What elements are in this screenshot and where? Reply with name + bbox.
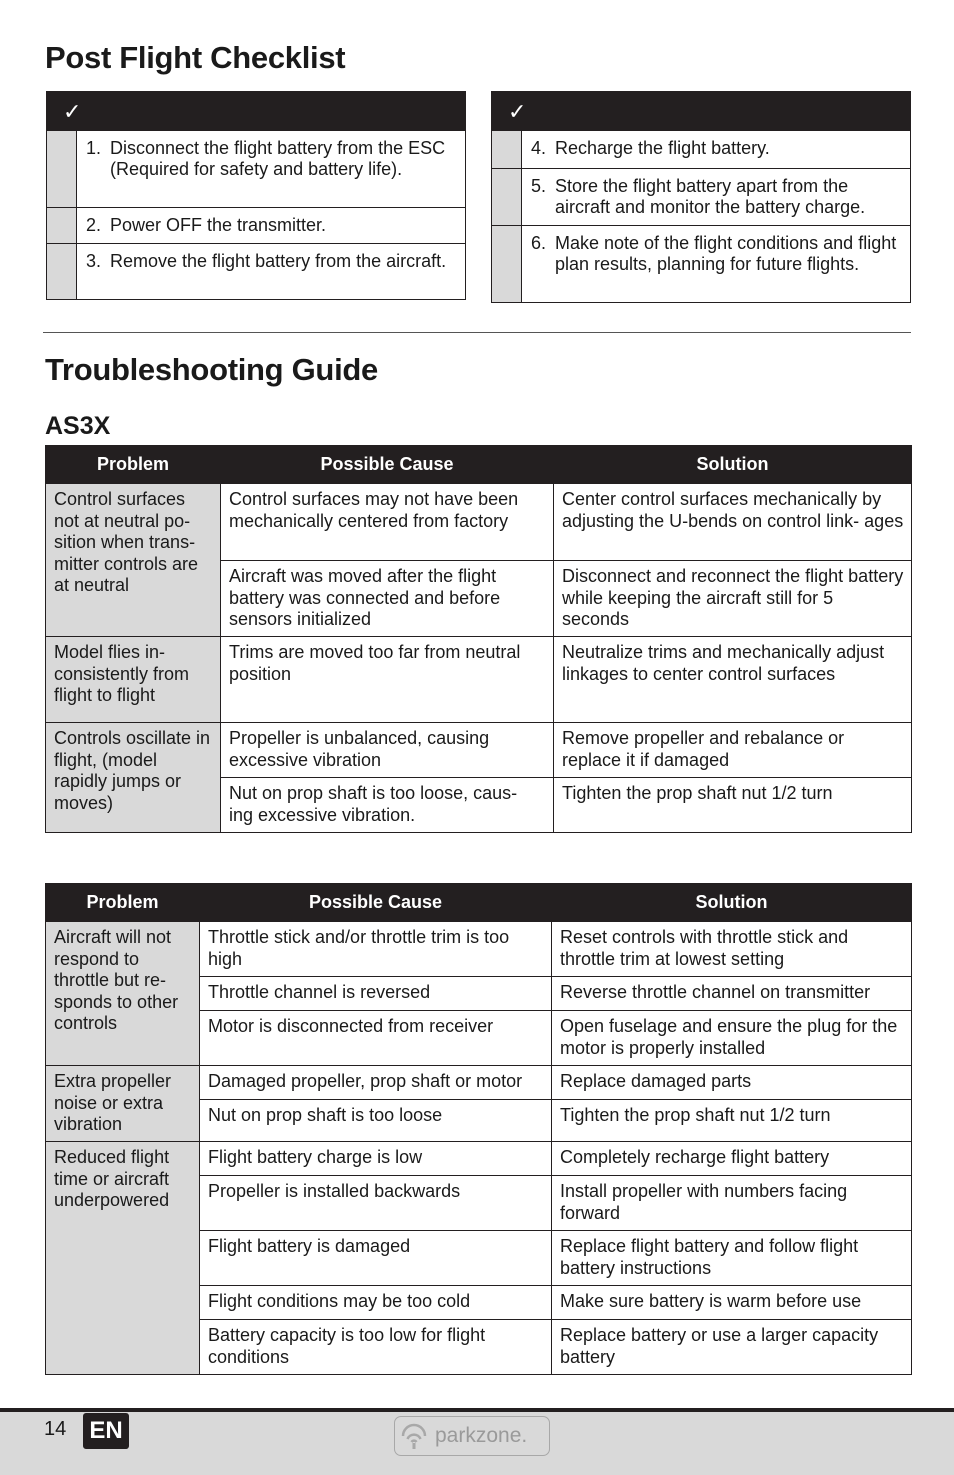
solution-cell: Completely recharge flight battery — [552, 1142, 912, 1176]
problem-cell: Aircraft will not respond to throttle but re- sponds to other controls — [46, 922, 200, 1066]
item-number: 2. — [86, 215, 102, 235]
page-number: 14 — [44, 1418, 67, 1440]
item-number: 4. — [531, 138, 547, 158]
item-number: 3. — [86, 251, 102, 271]
checklist-item: Disconnect the flight battery from the ESC (Required for safety and battery life). — [110, 138, 446, 179]
problem-cell: Controls oscillate in flight, (model rapidly jumps or moves) — [46, 723, 221, 833]
checklist-left — [46, 91, 466, 300]
cause-cell: Trims are moved too far from neutral position — [221, 637, 554, 723]
solution-cell: Reverse throttle channel on transmitter — [552, 977, 912, 1011]
table-row — [46, 1066, 912, 1100]
item-number: 5. — [531, 176, 547, 196]
problem-cell: Reduced flight time or aircraft underpowered — [46, 1142, 200, 1375]
solution-cell: Disconnect and reconnect the flight battery while keeping the aircraft still for 5 seconds — [554, 561, 912, 637]
solution-cell: Replace flight battery and follow flight battery instructions — [552, 1231, 912, 1286]
solution-cell: Tighten the prop shaft nut 1/2 turn — [554, 778, 912, 833]
section-divider — [43, 332, 911, 333]
cause-cell: Control surfaces may not have been mechanically centered from factory — [221, 484, 554, 561]
cause-cell: Motor is disconnected from receiver — [200, 1011, 552, 1066]
problem-cell: Model flies in- consistently from flight to flight — [46, 637, 221, 723]
item-number: 6. — [531, 233, 547, 253]
cause-cell: Aircraft was moved after the flight battery was connected and before sensors initialized — [221, 561, 554, 637]
checklist-item: Recharge the flight battery. — [555, 138, 770, 158]
header-solution: Solution — [552, 884, 912, 922]
cause-cell: Propeller is unbalanced, causing excessive vibration — [221, 723, 554, 778]
solution-cell: Remove propeller and rebalance or replace it if damaged — [554, 723, 912, 778]
table-row — [46, 1142, 912, 1176]
header-problem: Problem — [46, 884, 200, 922]
brand-logo — [394, 1416, 550, 1456]
solution-cell: Neutralize trims and mechanically adjust linkages to center control surfaces — [554, 637, 912, 723]
checklist-item: Store the flight battery apart from the aircraft and monitor the battery charge. — [555, 176, 866, 217]
cause-cell: Damaged propeller, prop shaft or motor — [200, 1066, 552, 1100]
checkbox[interactable] — [492, 131, 522, 169]
language-badge: EN — [83, 1413, 129, 1449]
header-cause: Possible Cause — [200, 884, 552, 922]
solution-cell: Make sure battery is warm before use — [552, 1286, 912, 1320]
solution-cell: Install propeller with numbers facing forward — [552, 1176, 912, 1231]
item-number: 1. — [86, 138, 102, 158]
cause-cell: Flight conditions may be too cold — [200, 1286, 552, 1320]
brand-name: parkzone. — [435, 1424, 528, 1447]
table-row — [46, 922, 912, 977]
solution-cell: Replace battery or use a larger capacity battery — [552, 1320, 912, 1375]
table-row — [46, 723, 912, 778]
checkbox[interactable] — [47, 131, 77, 208]
cause-cell: Nut on prop shaft is too loose, caus- ing excessive vibration. — [221, 778, 554, 833]
header-cause: Possible Cause — [221, 446, 554, 484]
solution-cell: Tighten the prop shaft nut 1/2 turn — [552, 1100, 912, 1142]
checkbox[interactable] — [47, 208, 77, 244]
cause-cell: Flight battery charge is low — [200, 1142, 552, 1176]
solution-cell: Center control surfaces mechanically by adjusting the U-bends on control link- ages — [554, 484, 912, 561]
table-row — [46, 484, 912, 561]
cause-cell: Flight battery is damaged — [200, 1231, 552, 1286]
wifi-logo-icon — [399, 1421, 429, 1451]
solution-cell: Replace damaged parts — [552, 1066, 912, 1100]
checklist-item: Power OFF the transmitter. — [110, 215, 327, 235]
checkbox[interactable] — [47, 244, 77, 300]
cause-cell: Battery capacity is too low for flight conditions — [200, 1320, 552, 1375]
cause-cell: Throttle channel is reversed — [200, 977, 552, 1011]
solution-cell: Reset controls with throttle stick and throttle trim at lowest setting — [552, 922, 912, 977]
post-flight-title: Post Flight Checklist — [45, 40, 346, 75]
table-row — [46, 637, 912, 723]
troubleshooting-title: Troubleshooting Guide — [45, 352, 378, 387]
solution-cell: Open fuselage and ensure the plug for the motor is properly installed — [552, 1011, 912, 1066]
checklist-item: Make note of the flight conditions and flight plan results, planning for future flights. — [555, 233, 897, 274]
as3x-troubleshooting-table — [45, 445, 912, 833]
problem-cell: Control surfaces not at neutral po- sition when trans- mitter controls are at neutral — [46, 484, 221, 637]
header-problem: Problem — [46, 446, 221, 484]
general-troubleshooting-table — [45, 883, 912, 1375]
checkbox[interactable] — [492, 226, 522, 303]
cause-cell: Propeller is installed backwards — [200, 1176, 552, 1231]
header-solution: Solution — [554, 446, 912, 484]
cause-cell: Nut on prop shaft is too loose — [200, 1100, 552, 1142]
problem-cell: Extra propeller noise or extra vibration — [46, 1066, 200, 1142]
as3x-title: AS3X — [45, 412, 111, 440]
cause-cell: Throttle stick and/or throttle trim is too high — [200, 922, 552, 977]
checkbox[interactable] — [492, 169, 522, 226]
checklist-item: Remove the flight battery from the aircraft. — [110, 251, 447, 271]
check-mark-header: ✓ — [492, 92, 911, 131]
check-mark-header: ✓ — [47, 92, 466, 131]
checklist-right — [491, 91, 911, 303]
